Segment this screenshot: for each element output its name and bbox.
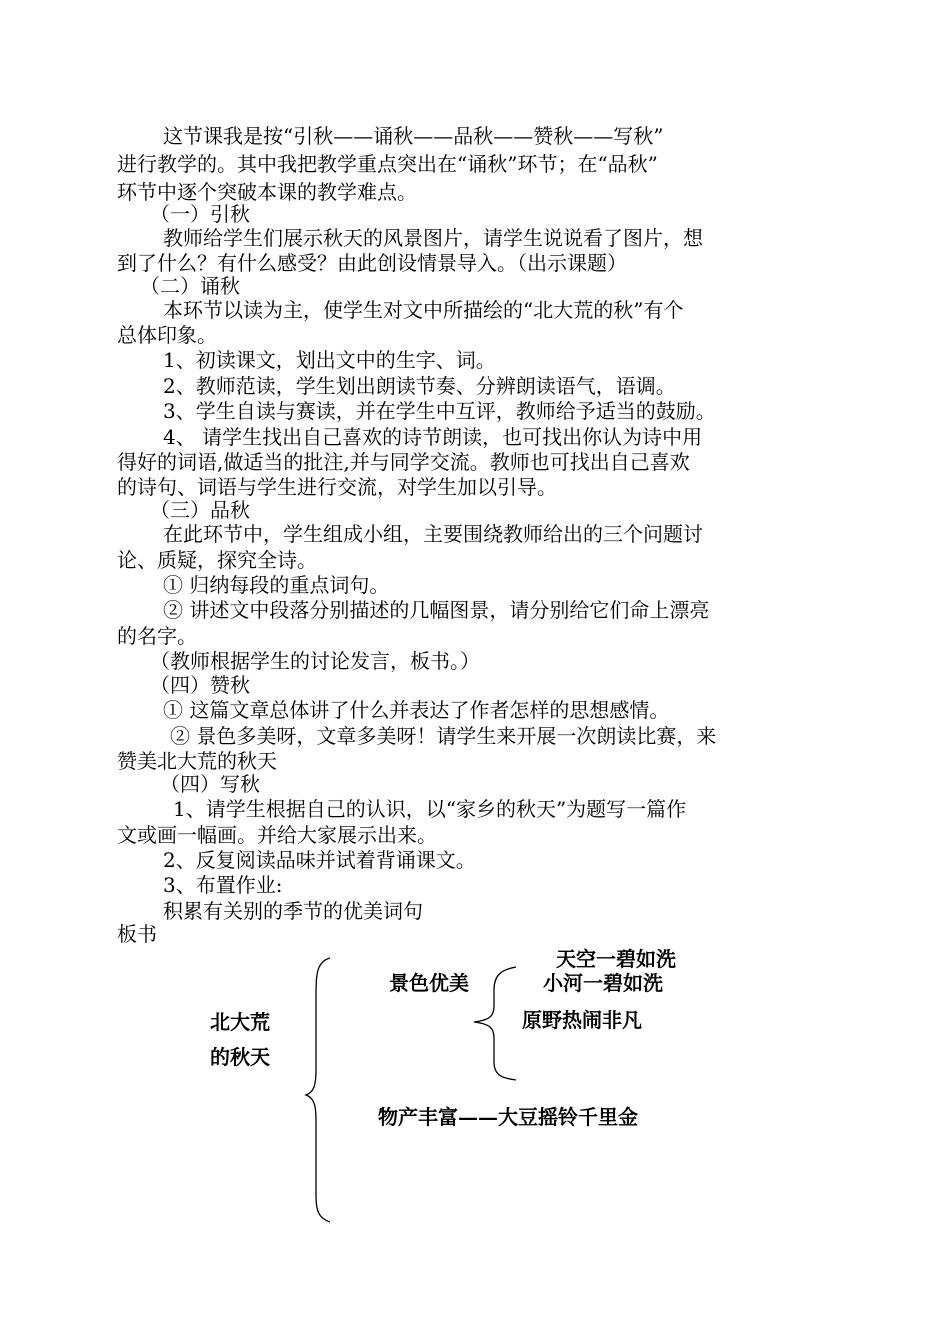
list-item: 4、 请学生找出自己喜欢的诗节朗读，也可找出你认为诗中用	[163, 425, 703, 449]
list-item: ② 景色多美呀，文章多美呀！请学生来开展一次朗读比赛，来	[170, 724, 717, 748]
paragraph-line: 赞美北大荒的秋天	[117, 749, 277, 773]
list-item: ① 这篇文章总体讲了什么并表达了作者怎样的思想感情。	[163, 698, 670, 722]
paragraph-line: 积累有关别的季节的优美词句	[163, 899, 423, 923]
paragraph-line: 环节中逐个突破本课的教学难点。	[117, 180, 417, 204]
section-heading: （四）赞秋	[150, 673, 250, 697]
section-heading: （二）诵秋	[140, 274, 240, 298]
paragraph-line: 本环节以读为主，使学生对文中所描绘的“北大荒的秋”有个	[163, 298, 684, 322]
small-brace	[474, 967, 516, 1080]
section-heading: （三）品秋	[150, 498, 250, 522]
paragraph-line: 得好的词语,做适当的批注,并与同学交流。教师也可找出自己喜欢	[117, 450, 690, 474]
list-item: 3、布置作业:	[163, 873, 283, 897]
list-item: 1、请学生根据自己的认识，以“家乡的秋天”为题写一篇作	[173, 797, 687, 821]
paragraph-line: 这节课我是按“引秋——诵秋——品秋——赞秋——写秋”	[163, 124, 664, 148]
paragraph-line: 到了什么？有什么感受？由此创设情景导入。（出示课题）	[117, 251, 627, 275]
blackboard-title-line1: 北大荒	[210, 1010, 270, 1034]
list-item: 2、反复阅读品味并试着背诵课文。	[163, 848, 476, 872]
blackboard-river: 小河一碧如洗	[543, 971, 663, 995]
list-item: ② 讲述文中段落分别描述的几幅图景，请分别给它们命上漂亮	[163, 598, 710, 622]
section-heading: （四）写秋	[160, 772, 260, 796]
paragraph-line: 论、质疑，探究全诗。	[117, 548, 317, 572]
blackboard-field: 原野热闹非凡	[522, 1008, 642, 1032]
paragraph-line: 的名字。	[117, 624, 197, 648]
section-heading: （一）引秋	[150, 202, 250, 226]
paragraph-line: 教师给学生们展示秋天的风景图片，请学生说说看了图片，想	[163, 226, 703, 250]
list-item: 2、教师范读，学生划出朗读节奏、分辨朗读语气，语调。	[163, 374, 676, 398]
list-item: 1、初读课文，划出文中的生字、词。	[163, 348, 496, 372]
paragraph-line: 在此环节中，学生组成小组，主要围绕教师给出的三个问题讨	[163, 522, 703, 546]
paragraph-line: 进行教学的。其中我把教学重点突出在“诵秋”环节；在“品秋”	[117, 152, 658, 176]
blackboard-scenery: 景色优美	[389, 971, 469, 995]
blackboard-produce: 物产丰富——大豆摇铃千里金	[378, 1105, 638, 1129]
paragraph-line: 总体印象。	[117, 323, 217, 347]
list-item: 3、学生自读与赛读，并在学生中互评，教师给予适当的鼓励。	[163, 399, 716, 423]
blackboard-sky: 天空一碧如洗	[556, 947, 676, 971]
blackboard-title-line2: 的秋天	[210, 1045, 270, 1069]
blackboard-heading: 板书	[117, 922, 157, 946]
paragraph-line: 文或画一幅画。并给大家展示出来。	[117, 823, 437, 847]
list-item: ① 归纳每段的重点词句。	[163, 573, 390, 597]
large-brace	[306, 958, 330, 1222]
paragraph-line: （教师根据学生的讨论发言，板书。）	[150, 649, 480, 673]
paragraph-line: 的诗句、词语与学生进行交流，对学生加以引导。	[117, 475, 557, 499]
